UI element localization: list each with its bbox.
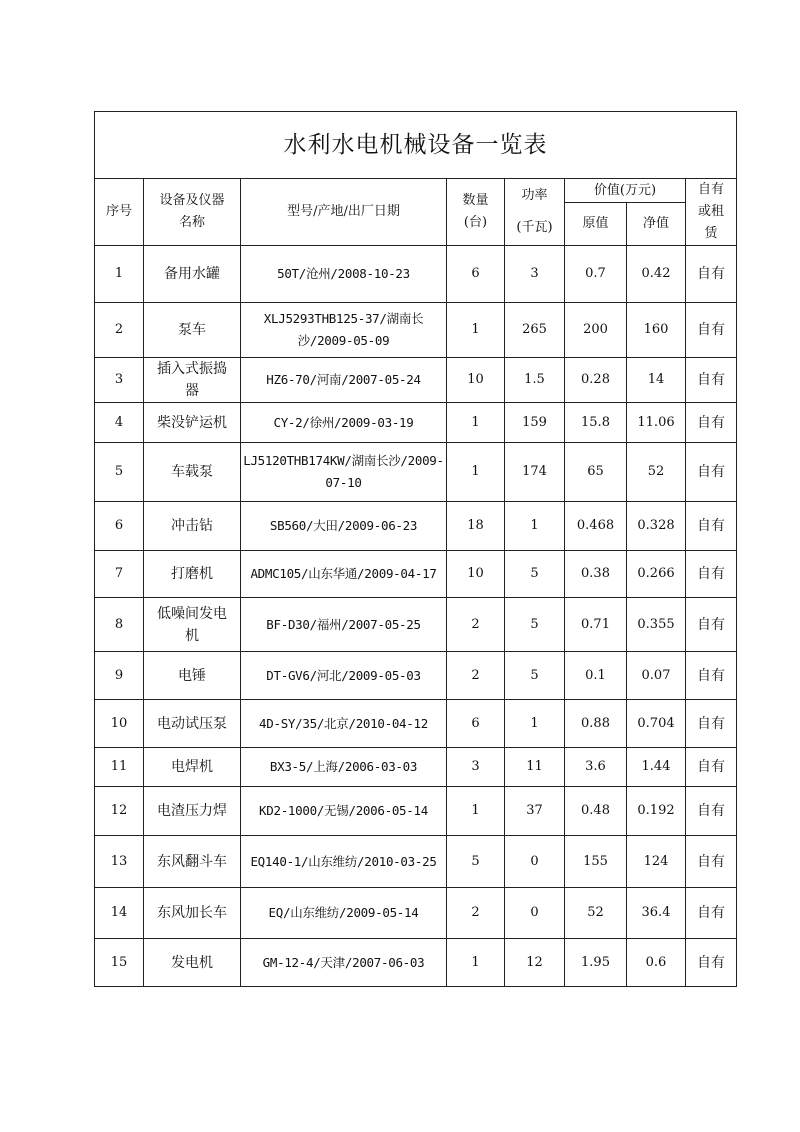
cell-original: 1.95: [565, 939, 627, 987]
cell-original: 0.28: [565, 358, 627, 403]
table-row: [95, 246, 737, 303]
cell-qty: 5: [447, 836, 505, 888]
cell-owned: 自有: [686, 502, 737, 551]
cell-owned: 自有: [686, 939, 737, 987]
table-row: [95, 787, 737, 836]
cell-power: 265: [505, 303, 565, 358]
cell-power: 1.5: [505, 358, 565, 403]
cell-power: 0: [505, 888, 565, 939]
cell-name: 冲击钻: [144, 502, 241, 551]
header-value-group: 价值(万元): [565, 179, 686, 203]
cell-name: 插入式振捣器: [144, 358, 241, 403]
cell-model: BX3-5/上海/2006-03-03: [241, 748, 447, 787]
cell-seq: 7: [95, 551, 144, 598]
table-row: [95, 443, 737, 502]
cell-model: LJ5120THB174KW/湖南长沙/2009-07-10: [241, 443, 447, 502]
cell-original: 0.48: [565, 787, 627, 836]
header-model: 型号/产地/出厂日期: [241, 179, 447, 246]
cell-seq: 3: [95, 358, 144, 403]
cell-seq: 12: [95, 787, 144, 836]
cell-seq: 2: [95, 303, 144, 358]
cell-qty: 10: [447, 551, 505, 598]
cell-net: 11.06: [627, 403, 686, 443]
cell-name: 低噪间发电机: [144, 598, 241, 652]
cell-original: 0.468: [565, 502, 627, 551]
cell-power: 5: [505, 551, 565, 598]
cell-power: 1: [505, 700, 565, 748]
cell-original: 155: [565, 836, 627, 888]
cell-power: 37: [505, 787, 565, 836]
cell-original: 3.6: [565, 748, 627, 787]
cell-power: 0: [505, 836, 565, 888]
cell-owned: 自有: [686, 836, 737, 888]
cell-net: 14: [627, 358, 686, 403]
cell-power: 3: [505, 246, 565, 303]
table-row: [95, 502, 737, 551]
cell-seq: 5: [95, 443, 144, 502]
table-row: [95, 652, 737, 700]
header-owned: [686, 179, 737, 246]
cell-model: GM-12-4/天津/2007-06-03: [241, 939, 447, 987]
cell-owned: 自有: [686, 748, 737, 787]
table-row: [95, 888, 737, 939]
cell-net: 0.192: [627, 787, 686, 836]
cell-model: 50T/沧州/2008-10-23: [241, 246, 447, 303]
cell-net: 0.6: [627, 939, 686, 987]
cell-seq: 4: [95, 403, 144, 443]
cell-original: 52: [565, 888, 627, 939]
cell-original: 0.1: [565, 652, 627, 700]
cell-name: 柴没铲运机: [144, 403, 241, 443]
cell-owned: 自有: [686, 888, 737, 939]
cell-qty: 2: [447, 598, 505, 652]
cell-model: CY-2/徐州/2009-03-19: [241, 403, 447, 443]
cell-net: 160: [627, 303, 686, 358]
table-row: [95, 358, 737, 403]
cell-power: 1: [505, 502, 565, 551]
cell-net: 0.704: [627, 700, 686, 748]
table-row: [95, 403, 737, 443]
cell-qty: 2: [447, 888, 505, 939]
cell-net: 52: [627, 443, 686, 502]
header-qty-line1: 数量: [462, 193, 489, 208]
table-row: [95, 303, 737, 358]
cell-model: HZ6-70/河南/2007-05-24: [241, 358, 447, 403]
cell-qty: 1: [447, 443, 505, 502]
cell-owned: 自有: [686, 652, 737, 700]
cell-power: 5: [505, 598, 565, 652]
cell-seq: 14: [95, 888, 144, 939]
cell-owned: 自有: [686, 358, 737, 403]
cell-power: 159: [505, 403, 565, 443]
cell-owned: 自有: [686, 787, 737, 836]
cell-original: 15.8: [565, 403, 627, 443]
cell-original: 0.88: [565, 700, 627, 748]
header-original: 原值: [565, 203, 627, 246]
cell-model: EQ/山东维纺/2009-05-14: [241, 888, 447, 939]
cell-name: 东风翻斗车: [144, 836, 241, 888]
cell-qty: 3: [447, 748, 505, 787]
header-seq: 序号: [95, 179, 144, 246]
header-name-text: 设备及仪器名称: [159, 193, 225, 230]
cell-owned: 自有: [686, 551, 737, 598]
cell-qty: 1: [447, 939, 505, 987]
cell-owned: 自有: [686, 700, 737, 748]
cell-net: 124: [627, 836, 686, 888]
cell-seq: 11: [95, 748, 144, 787]
cell-name: 电动试压泵: [144, 700, 241, 748]
cell-seq: 6: [95, 502, 144, 551]
cell-owned: 自有: [686, 246, 737, 303]
header-owned-text: 自有或租赁: [697, 182, 724, 241]
equipment-table: [94, 111, 737, 987]
header-qty-line2: (台): [463, 215, 488, 230]
cell-original: 0.38: [565, 551, 627, 598]
cell-owned: 自有: [686, 303, 737, 358]
header-power: [505, 179, 565, 246]
cell-seq: 1: [95, 246, 144, 303]
cell-seq: 15: [95, 939, 144, 987]
cell-net: 0.328: [627, 502, 686, 551]
cell-name: 电焊机: [144, 748, 241, 787]
cell-qty: 1: [447, 403, 505, 443]
cell-seq: 10: [95, 700, 144, 748]
cell-power: 11: [505, 748, 565, 787]
header-name: [144, 179, 241, 246]
cell-net: 36.4: [627, 888, 686, 939]
cell-name: 车载泵: [144, 443, 241, 502]
page-title: 水利水电机械设备一览表: [95, 112, 737, 179]
cell-net: 0.42: [627, 246, 686, 303]
cell-qty: 10: [447, 358, 505, 403]
cell-owned: 自有: [686, 403, 737, 443]
cell-seq: 13: [95, 836, 144, 888]
cell-name: 泵车: [144, 303, 241, 358]
cell-net: 0.07: [627, 652, 686, 700]
cell-owned: 自有: [686, 443, 737, 502]
header-power-line1: 功率: [521, 188, 548, 203]
cell-qty: 1: [447, 787, 505, 836]
header-row-1: [95, 179, 737, 203]
cell-qty: 1: [447, 303, 505, 358]
cell-original: 0.71: [565, 598, 627, 652]
cell-name: 打磨机: [144, 551, 241, 598]
cell-power: 12: [505, 939, 565, 987]
cell-model: XLJ5293THB125-37/湖南长沙/2009-05-09: [241, 303, 447, 358]
cell-power: 174: [505, 443, 565, 502]
table-row: [95, 748, 737, 787]
table-body: [95, 246, 737, 987]
cell-model: ADMC105/山东华通/2009-04-17: [241, 551, 447, 598]
cell-model: BF-D30/福州/2007-05-25: [241, 598, 447, 652]
cell-original: 200: [565, 303, 627, 358]
cell-qty: 2: [447, 652, 505, 700]
title-row: [95, 112, 737, 179]
cell-name: 备用水罐: [144, 246, 241, 303]
cell-name: 电渣压力焊: [144, 787, 241, 836]
cell-owned: 自有: [686, 598, 737, 652]
cell-power: 5: [505, 652, 565, 700]
table-row: [95, 598, 737, 652]
cell-name: 东风加长车: [144, 888, 241, 939]
cell-model: SB560/大田/2009-06-23: [241, 502, 447, 551]
cell-seq: 8: [95, 598, 144, 652]
cell-qty: 18: [447, 502, 505, 551]
cell-qty: 6: [447, 246, 505, 303]
equipment-sheet: [94, 111, 736, 987]
cell-seq: 9: [95, 652, 144, 700]
cell-net: 0.355: [627, 598, 686, 652]
cell-original: 65: [565, 443, 627, 502]
header-qty: [447, 179, 505, 246]
cell-qty: 6: [447, 700, 505, 748]
table-row: [95, 551, 737, 598]
header-net: 净值: [627, 203, 686, 246]
cell-model: KD2-1000/无锡/2006-05-14: [241, 787, 447, 836]
cell-model: 4D-SY/35/北京/2010-04-12: [241, 700, 447, 748]
cell-net: 0.266: [627, 551, 686, 598]
cell-name: 电锤: [144, 652, 241, 700]
header-power-line2: (千瓦): [516, 220, 553, 235]
table-row: [95, 700, 737, 748]
cell-model: DT-GV6/河北/2009-05-03: [241, 652, 447, 700]
cell-net: 1.44: [627, 748, 686, 787]
cell-model: EQ140-1/山东维纺/2010-03-25: [241, 836, 447, 888]
cell-name: 发电机: [144, 939, 241, 987]
cell-original: 0.7: [565, 246, 627, 303]
table-row: [95, 939, 737, 987]
table-row: [95, 836, 737, 888]
